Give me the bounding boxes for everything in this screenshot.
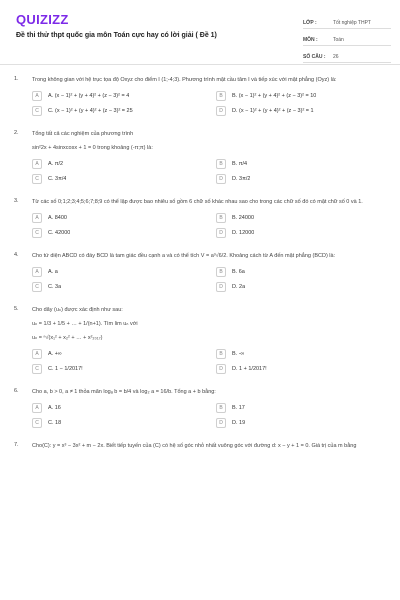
options xyxy=(32,348,386,374)
option-a[interactable] xyxy=(32,212,208,223)
option-letter: B xyxy=(216,91,226,101)
question-6 xyxy=(14,388,386,428)
option-letter: B xyxy=(216,403,226,413)
option-letter: B xyxy=(216,159,226,169)
option-a[interactable] xyxy=(32,348,208,359)
options xyxy=(32,90,386,116)
meta-box xyxy=(303,14,391,65)
question-2 xyxy=(14,130,386,184)
question-text: Cho dãy (uₙ) được xác định như sau: xyxy=(32,307,123,313)
option-text: A. 8400 xyxy=(48,214,67,221)
option-letter: D xyxy=(216,418,226,428)
option-b[interactable] xyxy=(216,266,392,277)
question-1 xyxy=(14,76,386,116)
option-text: B. 17 xyxy=(232,404,245,411)
option-letter: C xyxy=(32,174,42,184)
option-letter: C xyxy=(32,418,42,428)
question-number: 6. xyxy=(14,388,19,394)
question-4 xyxy=(14,252,386,292)
options xyxy=(32,266,386,292)
option-letter: D xyxy=(216,174,226,184)
option-d[interactable] xyxy=(216,227,392,238)
option-a[interactable] xyxy=(32,266,208,277)
meta-value: 26 xyxy=(333,54,339,60)
question-number: 1. xyxy=(14,76,19,82)
question-5 xyxy=(14,306,386,374)
option-letter: B xyxy=(216,349,226,359)
option-text: C. (x − 1)² + (y + 4)² + (z − 3)² = 25 xyxy=(48,107,133,114)
option-text: B. (x − 1)² + (y + 4)² + (z − 3)² = 10 xyxy=(232,92,317,99)
option-letter: B xyxy=(216,213,226,223)
option-text: C. 1 − 1/2017! xyxy=(48,365,83,372)
option-c[interactable] xyxy=(32,417,208,428)
question-text: Cho tứ diện ABCD có đáy BCD là tam giác đều cạnh a và có thể tích V = a³√6/2. Khoảng cách từ A đến mặt phẳng (BCD) là: xyxy=(32,253,336,259)
question-number: 2. xyxy=(14,130,19,136)
question-3 xyxy=(14,198,386,238)
question-text: Cho(C): y = x³ − 3x² + m − 2x. Biết tiếp tuyến của (C) có hệ số góc nhỏ nhất vuông góc với đường d: x − y + 1 = 0. Giá trị của m bằng xyxy=(32,443,357,449)
option-text: C. 18 xyxy=(48,419,62,426)
option-d[interactable] xyxy=(216,281,392,292)
question-formula: uₙ = 1/3 + 1/5 + … + 1/(n+1). Tìm lim uₙ với xyxy=(32,321,138,327)
option-text: C. 42000 xyxy=(48,229,71,236)
option-a[interactable] xyxy=(32,402,208,413)
meta-row-class xyxy=(303,14,391,29)
option-text: A. a xyxy=(48,268,58,275)
option-letter: D xyxy=(216,228,226,238)
question-text: Trong không gian với hệ trục tọa độ Oxyz cho điểm I (1;-4;3). Phương trình mặt cầu tâm I và tiếp xúc với mặt phẳng (Oyz) là: xyxy=(32,77,337,83)
option-text: D. 3π/2 xyxy=(232,175,251,182)
option-text: D. (x − 1)² + (y + 4)² + (z − 3)² = 1 xyxy=(232,107,314,114)
option-c[interactable] xyxy=(32,363,208,374)
meta-value: Toán xyxy=(333,37,344,43)
options xyxy=(32,402,386,428)
option-letter: C xyxy=(32,282,42,292)
option-letter: A xyxy=(32,403,42,413)
header xyxy=(0,0,400,64)
option-text: D. 12000 xyxy=(232,229,255,236)
question-7 xyxy=(14,442,386,450)
option-a[interactable] xyxy=(32,90,208,101)
option-d[interactable] xyxy=(216,173,392,184)
option-text: B. π/4 xyxy=(232,160,248,167)
option-text: C. 3a xyxy=(48,283,62,290)
option-letter: C xyxy=(32,106,42,116)
header-divider xyxy=(0,64,400,65)
option-letter: A xyxy=(32,213,42,223)
question-number: 3. xyxy=(14,198,19,204)
option-text: A. 16 xyxy=(48,404,61,411)
option-d[interactable] xyxy=(216,417,392,428)
option-b[interactable] xyxy=(216,348,392,359)
meta-value: Tốt nghiệp THPT xyxy=(333,20,371,26)
option-text: A. π/2 xyxy=(48,160,64,167)
option-letter: C xyxy=(32,228,42,238)
question-formula-2: uₙ = ⁿ√(x₁² + x₂² + … + x²₂₀₁₇) xyxy=(32,335,103,341)
option-text: A. +∞ xyxy=(48,350,62,357)
option-text: C. 3π/4 xyxy=(48,175,67,182)
option-letter: C xyxy=(32,364,42,374)
option-letter: D xyxy=(216,282,226,292)
question-list xyxy=(0,76,400,450)
option-c[interactable] xyxy=(32,227,208,238)
option-b[interactable] xyxy=(216,212,392,223)
meta-row-subject xyxy=(303,31,391,46)
meta-key: LỚP : xyxy=(303,20,317,26)
option-text: D. 2a xyxy=(232,283,246,290)
question-text: Tổng tất cả các nghiệm của phương trình xyxy=(32,131,134,137)
option-d[interactable] xyxy=(216,105,392,116)
meta-key: SỐ CÂU : xyxy=(303,54,326,60)
option-d[interactable] xyxy=(216,363,392,374)
question-number: 5. xyxy=(14,306,19,312)
document-title: Đề thi thử thpt quốc gia môn Toán cực hay có lời giải ( Đề 1) xyxy=(16,32,217,39)
question-text: Từ các số 0;1;2;3;4;5;6;7;8;9 có thể lập được bao nhiêu số gồm 6 chữ số khác nhau sao cho trong các chữ số đó có mặt chữ số 0 và 1. xyxy=(32,199,363,205)
option-text: B. -∞ xyxy=(232,350,245,357)
option-c[interactable] xyxy=(32,105,208,116)
option-letter: B xyxy=(216,267,226,277)
option-text: A. (x − 1)² + (y + 4)² + (z − 3)² = 4 xyxy=(48,92,130,99)
question-number: 4. xyxy=(14,252,19,258)
option-text: B. 6a xyxy=(232,268,245,275)
option-letter: A xyxy=(32,267,42,277)
option-a[interactable] xyxy=(32,158,208,169)
meta-key: MÔN : xyxy=(303,37,318,43)
question-number: 7. xyxy=(14,442,19,448)
question-formula: sin²2x + 4sinxcosx + 1 = 0 trong khoảng (-π;π) là: xyxy=(32,145,153,151)
option-b[interactable] xyxy=(216,402,392,413)
options xyxy=(32,212,386,238)
option-letter: A xyxy=(32,349,42,359)
option-letter: A xyxy=(32,91,42,101)
option-b[interactable] xyxy=(216,90,392,101)
option-b[interactable] xyxy=(216,158,392,169)
option-text: B. 24000 xyxy=(232,214,255,221)
option-letter: A xyxy=(32,159,42,169)
option-letter: D xyxy=(216,106,226,116)
option-letter: D xyxy=(216,364,226,374)
options xyxy=(32,158,386,184)
meta-row-count xyxy=(303,48,391,63)
option-c[interactable] xyxy=(32,281,208,292)
quizizz-logo: QUIZIZZ xyxy=(16,12,69,27)
question-text: Cho a, b > 0, a ≠ 1 thỏa mãn logₐ b = b/4 và log₂ a = 16/b. Tổng a + b bằng: xyxy=(32,389,216,395)
option-text: D. 19 xyxy=(232,419,246,426)
option-text: D. 1 + 1/2017! xyxy=(232,365,267,372)
option-c[interactable] xyxy=(32,173,208,184)
